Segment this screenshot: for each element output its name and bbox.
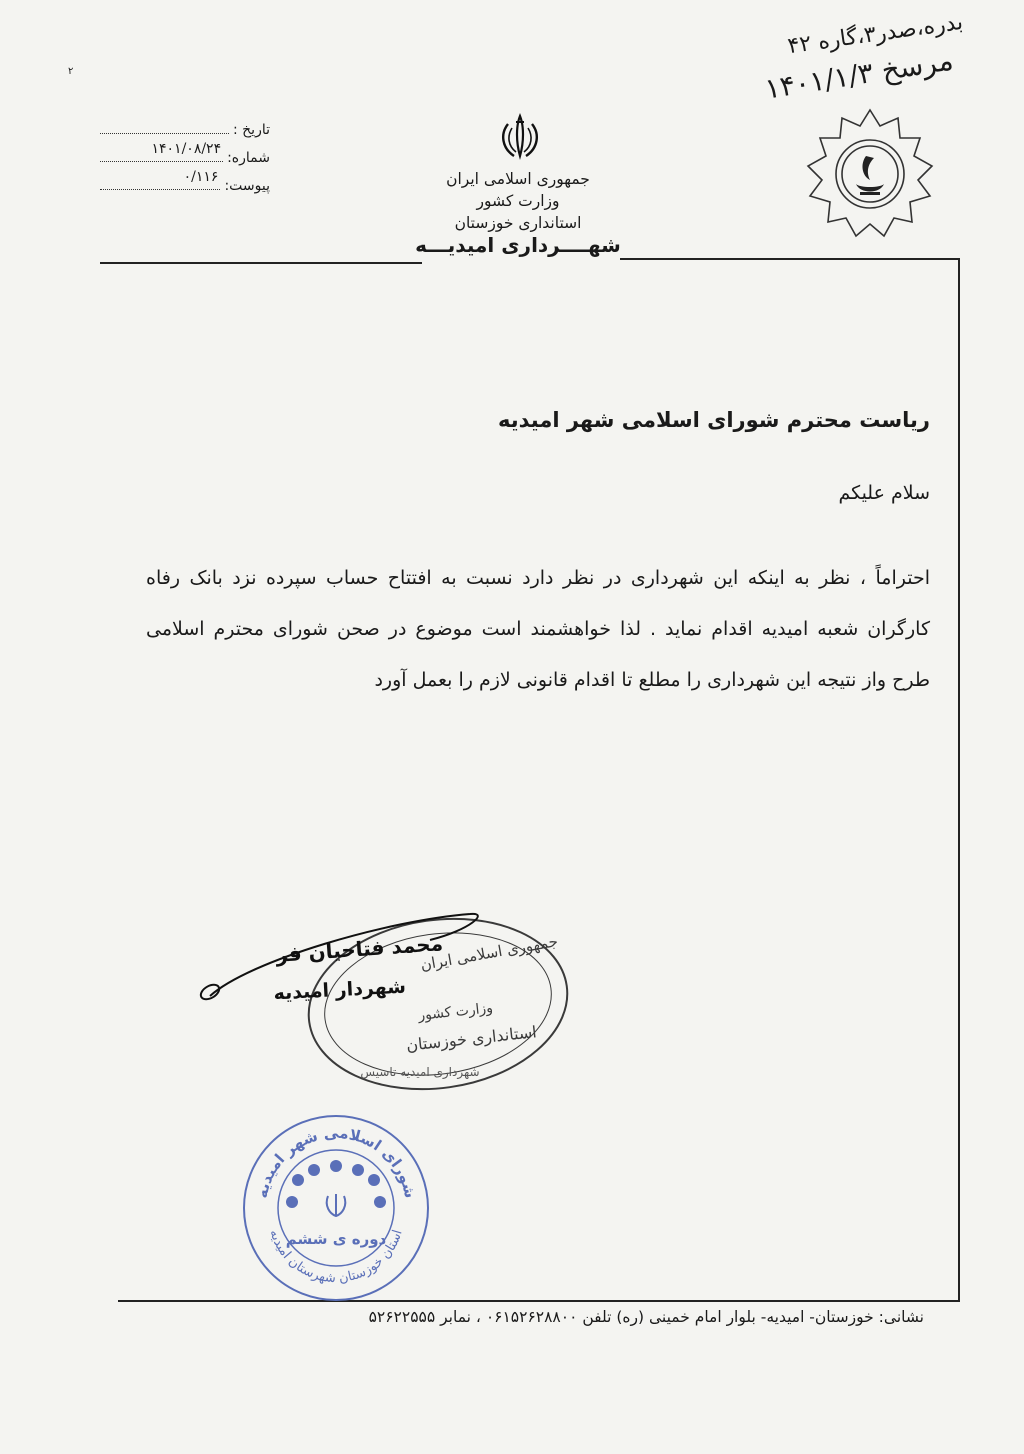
attachment-row	[100, 169, 270, 200]
letterhead	[400, 168, 636, 256]
signature-title: شهردار امیدیه	[272, 975, 407, 1005]
handwritten-note-line2: مرسخ ۱۴۰۱/۱/۳	[762, 43, 956, 106]
handwritten-note-line1: بدره،صدر۳،گاره ۴۲	[786, 9, 965, 60]
council-ring-top: شورای اسلامی شهر امیدیه	[252, 1123, 420, 1200]
header-rule-left	[100, 262, 422, 264]
stamp-text-province: استانداری خوزستان	[405, 1022, 538, 1055]
footer-address: نشانی: خوزستان- امیدیه- بلوار امام خمینی (ره) تلفن ۰۶۱۵۲۶۲۸۸۰۰ ، نمابر ۵۲۶۲۲۵۵۵	[368, 1308, 924, 1326]
recipient-line: ریاست محترم شورای اسلامی شهر امیدیه	[498, 408, 930, 432]
page-mark: ۲	[68, 66, 74, 77]
number-label: شماره:	[227, 150, 270, 166]
stamp-text-bottom: شهرداری امیدیه تاسیس	[360, 1065, 480, 1079]
municipality-logo-icon	[800, 104, 940, 244]
attachment-value: ۰/۱۱۶	[183, 169, 219, 185]
date-label: تاریخ :	[232, 122, 270, 138]
municipality-name: شهــــرداری امیدیـــه	[415, 233, 621, 257]
council-period: دوره ی ششم	[285, 1230, 387, 1248]
stamp-text-ministry: وزارت کشور	[417, 1000, 494, 1024]
frame-right-border	[958, 258, 960, 1302]
letter-meta	[100, 116, 270, 200]
signature-name: محمد فتاحیان فر	[275, 931, 444, 967]
iran-emblem-icon	[494, 112, 546, 164]
ministry-name: وزارت کشور	[476, 192, 560, 210]
country-name: جمهوری اسلامی ایران	[446, 170, 590, 188]
stamp-text-top: جمهوری اسلامی ایران	[419, 932, 560, 975]
letter-paragraph: احتراماً ، نظر به اینکه این شهرداری در نظر دارد نسبت به افتتاح حساب سپرده نزد بانک رفاه کارگران شعبه امیدیه اقدام نماید . لذا خواهشمند است موضوع در صحن شورای محترم اسلامی طرح واز نتیجه این شهرداری را مطلع تا اقدام قانونی لازم را بعمل آورد	[146, 567, 930, 691]
attachment-label: پیوست:	[224, 178, 270, 194]
header-rule-right	[620, 258, 960, 260]
greeting-line: سلام علیکم	[838, 482, 930, 504]
province-name: استانداری خوزستان	[454, 214, 582, 232]
council-stamp	[238, 1110, 434, 1306]
number-value: ۱۴۰۱/۰۸/۲۴	[151, 141, 222, 157]
municipality-stamp	[190, 900, 580, 1100]
council-ring-bottom: استان خوزستان شهرستان امیدیه	[266, 1227, 406, 1287]
